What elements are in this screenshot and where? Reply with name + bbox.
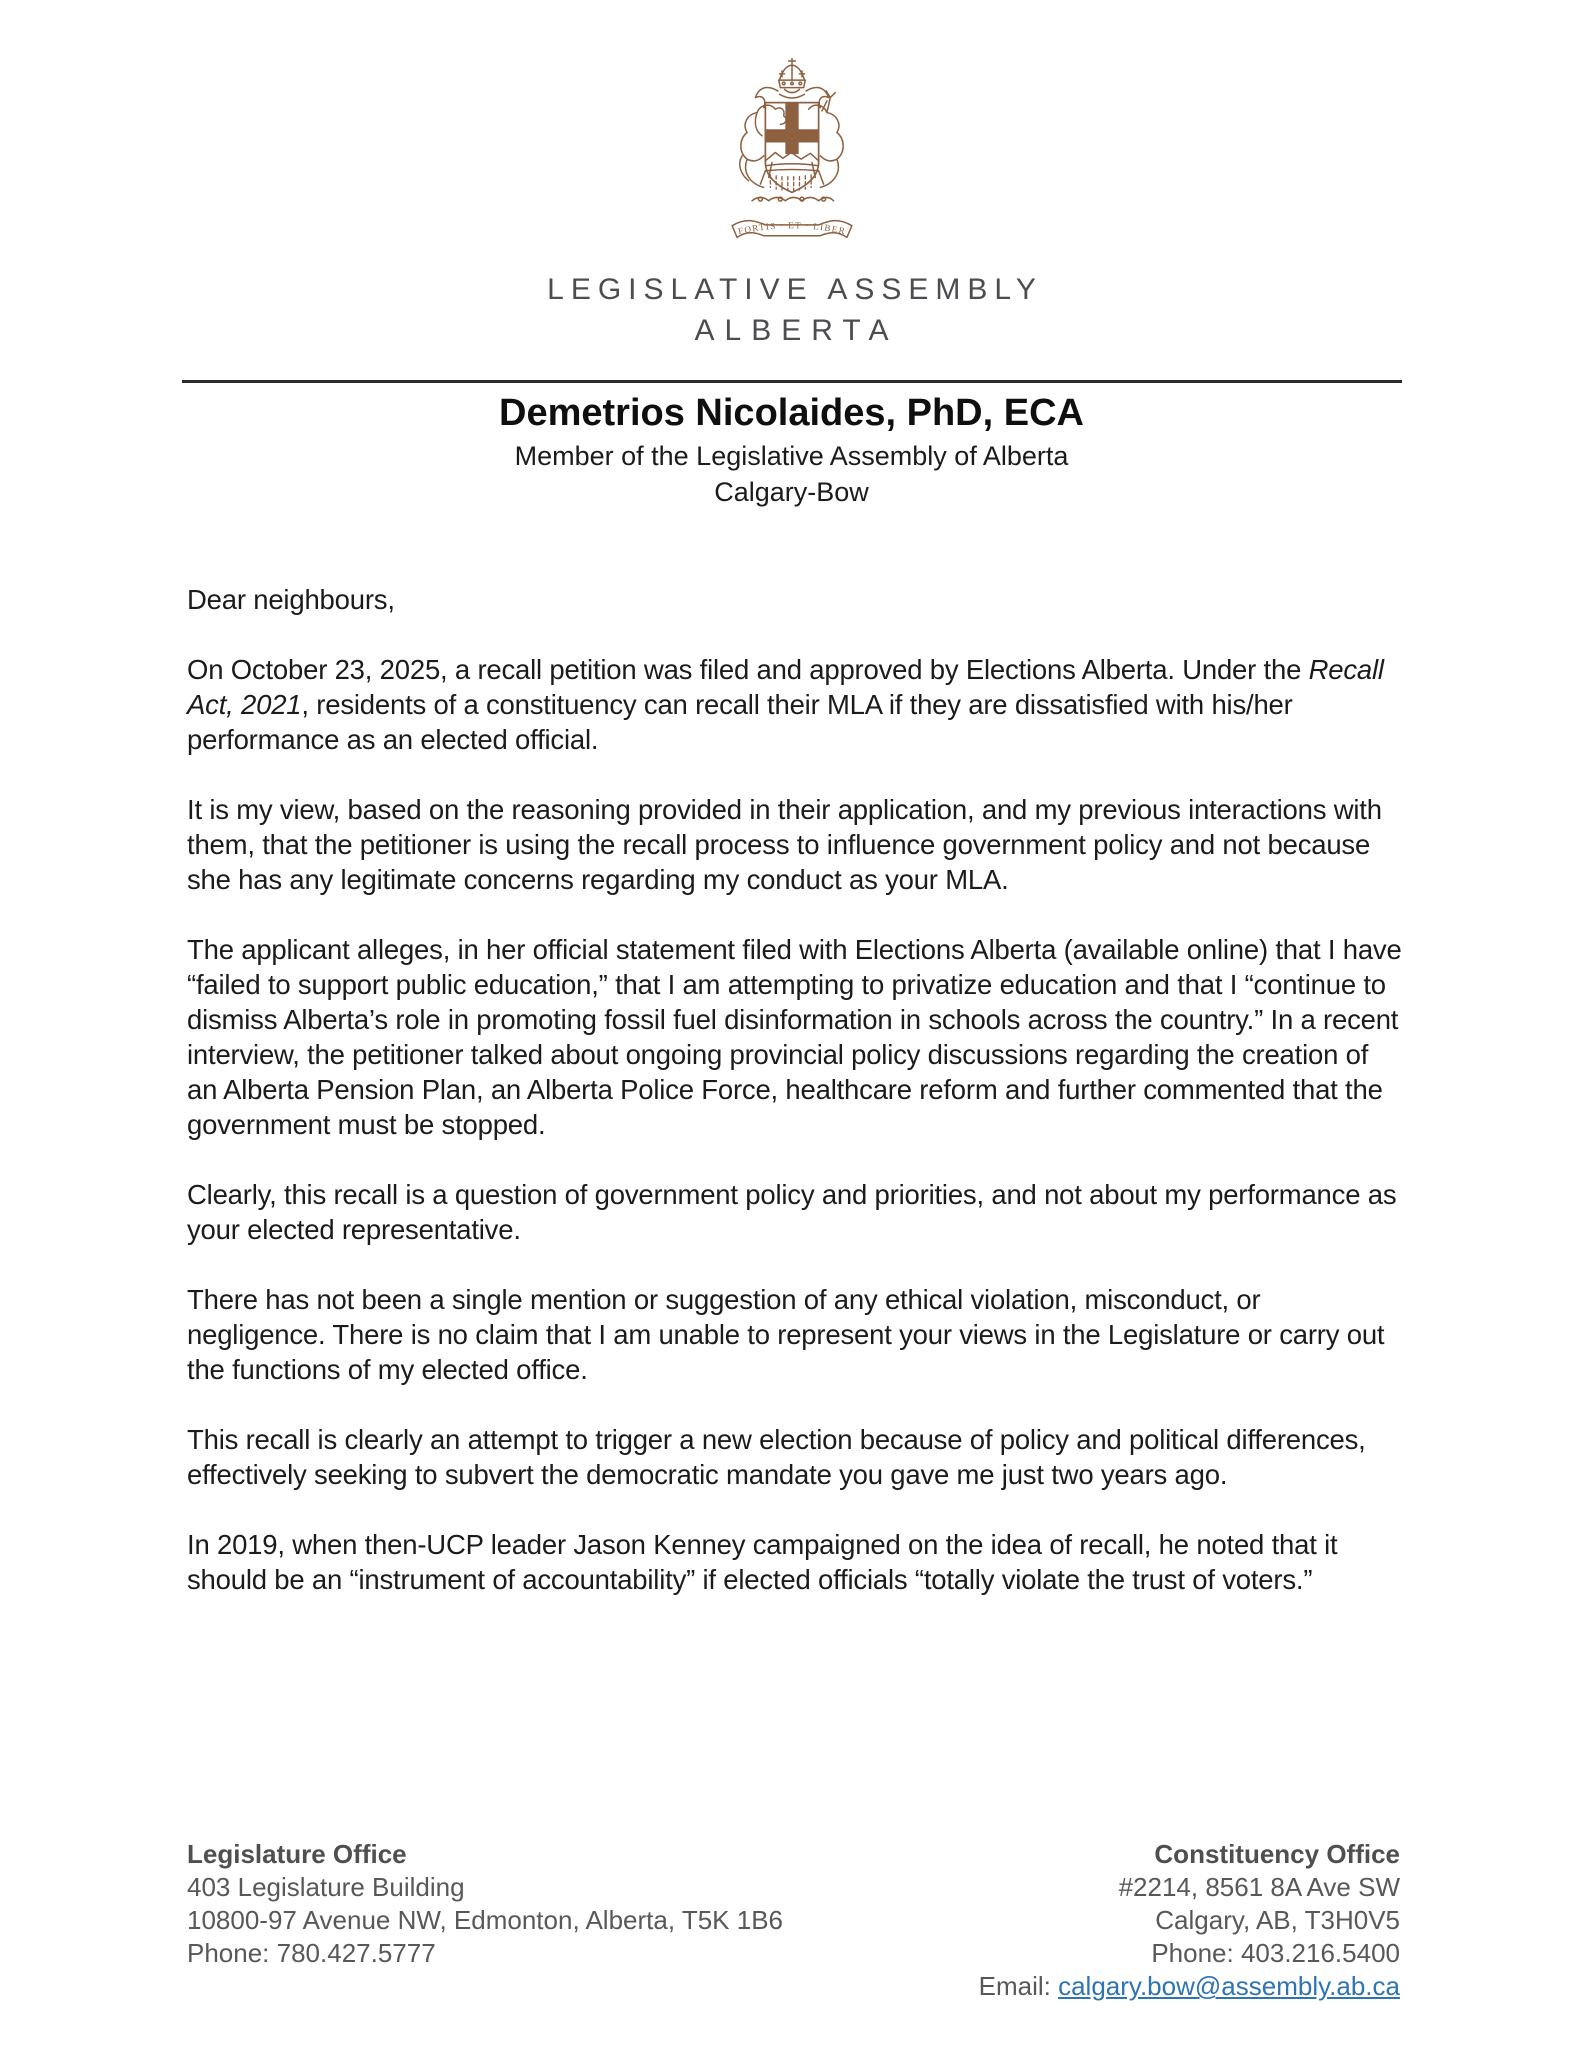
paragraph-4: Clearly, this recall is a question of government policy and priorities, and not about my performance as your elected representative. [187, 1179, 1397, 1245]
alberta-crest-icon [697, 46, 887, 254]
email-link[interactable]: calgary.bow@assembly.ab.ca [1058, 1971, 1400, 2001]
constituency-office-email-line [979, 1970, 1400, 2003]
paragraph-6: This recall is clearly an attempt to trigger a new election because of policy and political differences, effectively seeking to subvert the democratic mandate you gave me just two years ago. [187, 1424, 1366, 1490]
masthead-line2: ALBERTA [694, 314, 899, 347]
italic-act-title: Recall Act, 2021 [187, 654, 1384, 720]
legislature-office-line: Phone: 780.427.5777 [187, 1938, 436, 1968]
paragraph-2: It is my view, based on the reasoning provided in their application, and my previous interactions with them, that the petitioner is using the recall process to influence government policy and not because she has any legitimate concerns regarding my conduct as your MLA. [187, 794, 1382, 895]
paragraph-3: The applicant alleges, in her official statement filed with Elections Alberta (available online) that I have “failed to support public education,” that I am attempting to privatize education and that I “continue to dismiss Alberta’s role in promoting fossil fuel disinformation in schools across the country.” In a recent interview, the petitioner talked about ongoing provincial policy discussions regarding the creation of an Alberta Pension Plan, an Alberta Police Force, healthcare reform and further commented that the government must be stopped. [187, 934, 1402, 1140]
crest-motto-banner [732, 220, 852, 237]
salutation: Dear neighbours, [187, 584, 395, 615]
masthead-line1: LEGISLATIVE ASSEMBLY [547, 273, 1043, 306]
crest-crown [778, 58, 805, 87]
crest-shield [765, 103, 818, 193]
email-label: Email: [978, 1971, 1059, 2001]
member-header [0, 392, 1583, 508]
crest-container [0, 0, 1583, 259]
paragraph-7: In 2019, when then-UCP leader Jason Kenney campaigned on the idea of recall, he noted that it should be an “instrument of accountability” if elected officials “totally violate the trust of voters.” [187, 1529, 1338, 1595]
crest-compartment [752, 197, 834, 201]
paragraph-1: On October 23, 2025, a recall petition was filed and approved by Elections Alberta. Under the Recall Act, 2021, residents of a constituency can recall their MLA if they are dissatisfied with his/her performance as an elected official. [187, 654, 1384, 755]
member-title: Member of the Legislative Assembly of Alberta [514, 441, 1069, 471]
legislature-office-block [187, 1838, 783, 2003]
footer [187, 1838, 1400, 2003]
header-divider [182, 380, 1402, 383]
member-constituency: Calgary-Bow [714, 477, 869, 507]
letter-body [187, 582, 1403, 1597]
constituency-office-line: Phone: 403.216.5400 [1151, 1938, 1400, 1968]
legislature-office-line: 10800-97 Avenue NW, Edmonton, Alberta, T5K 1B6 [187, 1905, 783, 1935]
constituency-office-line: Calgary, AB, T3H0V5 [1155, 1905, 1400, 1935]
paragraph-5: There has not been a single mention or suggestion of any ethical violation, misconduct, or negligence. There is no claim that I am unable to represent your views in the Legislature or carry out the functions of my elected office. [187, 1284, 1385, 1385]
legislature-office-line: 403 Legislature Building [187, 1872, 465, 1902]
masthead [0, 273, 1583, 348]
member-name: Demetrios Nicolaides, PhD, ECA [499, 392, 1084, 434]
crest-motto-text: FORTIS · ET · LIBER [736, 220, 847, 237]
legislature-office-title: Legislature Office [187, 1839, 407, 1869]
constituency-office-line: #2214, 8561 8A Ave SW [1118, 1872, 1400, 1902]
constituency-office-block [979, 1838, 1400, 2003]
constituency-office-title: Constituency Office [1154, 1839, 1400, 1869]
